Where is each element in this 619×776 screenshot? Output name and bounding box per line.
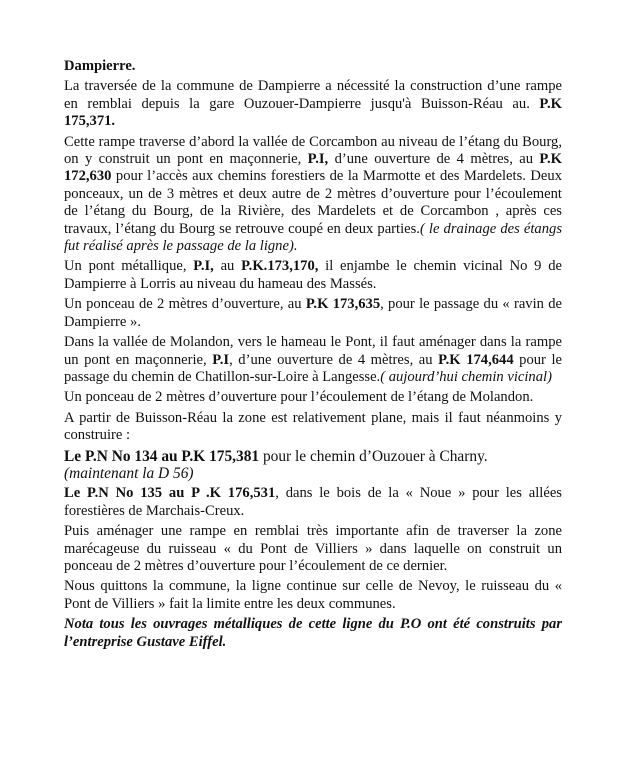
paragraph-pn-134 [64, 448, 562, 483]
paragraph-traversee [64, 78, 562, 130]
paragraph-text: Un pont métallique, [64, 258, 194, 275]
pk-reference: P.K 174,644 [438, 351, 514, 368]
paragraph-text: , pour le passage du « ravin de Dampierre ». [64, 296, 562, 330]
paragraph-ravin [64, 296, 562, 331]
paragraph-molandon [64, 334, 562, 386]
paragraph-text: Dans la vallée de Molandon, vers le hameau le Pont, il faut aménager dans la rampe un pont en maçonnerie, [64, 334, 562, 368]
paragraph-text: pour l’accès aux chemins forestiers de la Marmotte et des Mardelets. Deux ponceaux, un de 3 mètres et deux autre de 2 mètres d’ouverture pour l’écoulement de l’étang du Bourg, de la Rivière, des Mardelets et de Corcambon , après ces travaux, l’étang du Bourg se retrouve coupé en deux parties. [64, 168, 562, 237]
paragraph-buisson-reau: A partir de Buisson-Réau la zone est relativement plane, mais il faut néanmoins y construire : [64, 409, 562, 444]
paragraph-nota-eiffel: Nota tous les ouvrages métalliques de cette ligne du P.O ont été construits par l’entreprise Gustave Eiffel. [64, 616, 562, 650]
paragraph-text: Un ponceau de 2 mètres d’ouverture, au [64, 296, 306, 313]
italic-note: ( le drainage des étangs fut réalisé après le passage de la ligne). [64, 220, 562, 255]
pi-reference: P.I [212, 351, 230, 368]
paragraph-text: pour le chemin d’Ouzouer à Charny. [259, 447, 488, 465]
pi-reference: P.I, [193, 258, 214, 275]
pn-reference: Le P.N No 135 au P .K 176,531 [64, 485, 276, 502]
paragraph-corcambon [64, 134, 562, 256]
pk-reference: P.K 173,635 [305, 296, 381, 313]
section-title: Dampierre. [64, 58, 136, 74]
paragraph-pont-metallique [64, 258, 562, 293]
paragraph-pn-135 [64, 485, 562, 520]
paragraph-rampe-villiers: Puis aménager une rampe en remblai très importante afin de traverser la zone marécageuse du ruisseau « du Pont de Villiers » dans laquelle on construit un ponceau de 2 mètres d’ouverture pour l’écoulement de ce dernier. [64, 523, 562, 574]
paragraph-text: , dans le bois de la « Noue » pour les allées forestières de Marchais-Creux. [64, 485, 562, 519]
pi-reference: P.I, [307, 151, 329, 168]
italic-note: ( aujourd’hui chemin vicinal) [380, 368, 552, 385]
pk-reference: P.K 175,371. [64, 95, 562, 130]
paragraph-text: Cette rampe traverse d’abord la vallée de Corcambon au niveau de l’étang du Bourg, on y construit un pont en maçonnerie, [64, 133, 562, 168]
pk-reference: P.K 172,630 [64, 151, 562, 185]
paragraph-text: , d’une ouverture de 4 mètres, au [229, 351, 439, 368]
paragraph-text: au [213, 258, 242, 275]
pk-reference: P.K.173,170, [241, 258, 319, 275]
pn-reference: Le P.N No 134 au P.K 175,381 [64, 447, 260, 465]
paragraph-ponceau-molandon: Un ponceau de 2 mètres d’ouverture pour l’écoulement de l’étang de Molandon. [64, 389, 534, 406]
italic-note: (maintenant la D 56) [64, 464, 194, 482]
paragraph-text: La traversée de la commune de Dampierre a nécessité la construction d’une rampe en remblai depuis la gare Ouzouer-Dampierre jusqu'à Buisson-Réau au. [64, 78, 562, 112]
paragraph-text: pour le passage du chemin de Chatillon-sur-Loire à Langesse. [64, 351, 562, 385]
paragraph-text: il enjambe le chemin vicinal No 9 de Dampierre à Lorris au niveau du hameau des Massés. [64, 258, 562, 292]
paragraph-nevoy: Nous quittons la commune, la ligne continue sur celle de Nevoy, le ruisseau du « Pont de Villiers » fait la limite entre les deux communes. [64, 578, 562, 612]
paragraph-text: d’une ouverture de 4 mètres, au [328, 151, 540, 168]
document-body [64, 58, 562, 651]
